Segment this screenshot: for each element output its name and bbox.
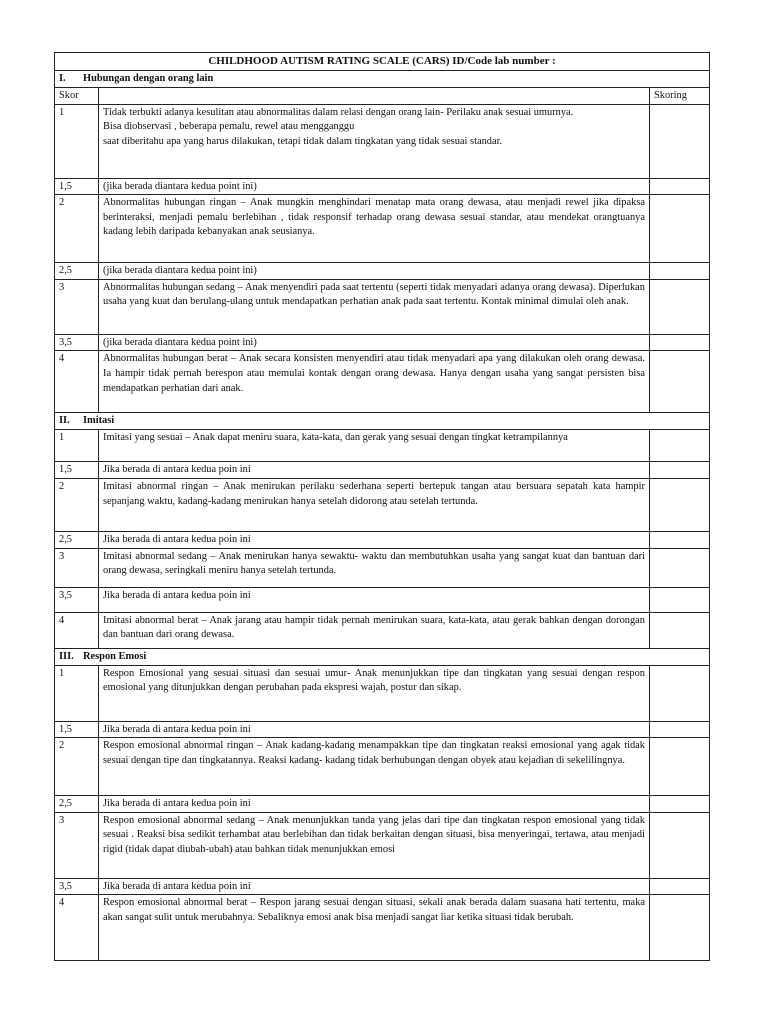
table-title: CHILDHOOD AUTISM RATING SCALE (CARS) ID/Code lab number :: [55, 53, 710, 71]
skor-value: 2: [55, 195, 99, 263]
skoring-input-cell[interactable]: [649, 279, 709, 334]
section-name: Imitasi: [83, 415, 115, 427]
description-text: Respon emosional abnormal ringan – Anak kadang-kadang menampakkan tipe dan tingkatan reaksi emosional yang agak tidak sesuai dengan tipe dan tingkatannya. Reaksi kadang- kadang tidak berhubungan dengan obyek atau kejadian di sekelilingnya.: [99, 738, 650, 796]
skor-value: 2,5: [55, 796, 99, 813]
description-cell: [99, 104, 650, 178]
skoring-header: Skoring: [649, 88, 709, 105]
skoring-input-cell[interactable]: [649, 195, 709, 263]
skoring-input-cell[interactable]: [649, 665, 709, 721]
skor-value: 4: [55, 895, 99, 961]
skor-value: 2,5: [55, 531, 99, 548]
skoring-input-cell[interactable]: [649, 263, 709, 280]
column-header-row: [55, 88, 710, 105]
skor-value: 1,5: [55, 721, 99, 738]
description-text: saat diberitahu apa yang harus dilakukan, tetapi tidak dalam tingkatan yang tidak sesuai standar.: [103, 135, 503, 147]
description-text: Tidak terbukti adanya kesulitan atau abnormalitas dalam relasi dengan orang lain- Perilaku anak sesuai umurnya.: [103, 106, 574, 118]
description-text: Jika berada di antara kedua poin ini: [99, 796, 650, 813]
description-text: Imitasi abnormal berat – Anak jarang atau hampir tidak pernah menirukan suara, kata-kata, atau gerak bahkan dengan dorongan dan bantuan dari orang dewasa.: [99, 612, 650, 648]
skor-value: 4: [55, 351, 99, 413]
table-row: [55, 665, 710, 721]
section-header: [55, 71, 710, 88]
section-header: [55, 648, 710, 665]
description-text: (jika berada diantara kedua point ini): [99, 263, 650, 280]
skoring-input-cell[interactable]: [649, 796, 709, 813]
skor-value: 3,5: [55, 334, 99, 351]
skor-value: 3: [55, 812, 99, 878]
skoring-input-cell[interactable]: [649, 895, 709, 961]
skor-value: 2,5: [55, 263, 99, 280]
table-row: [55, 104, 710, 178]
skor-header: Skor: [55, 88, 99, 105]
skoring-input-cell[interactable]: [649, 812, 709, 878]
cars-rating-table: [54, 52, 710, 961]
skoring-input-cell[interactable]: [649, 178, 709, 195]
skoring-input-cell[interactable]: [649, 612, 709, 648]
table-row: [55, 548, 710, 587]
description-text: Respon emosional abnormal berat – Respon jarang sesuai dengan situasi, sekali anak berada dalam suasana hati tertentu, maka akan sangat sulit untuk merubahnya. Sebaliknya emosi anak bisa menjadi sangat liar ketika situasi tidak berubah.: [99, 895, 650, 961]
skoring-input-cell[interactable]: [649, 462, 709, 479]
description-text: Respon emosional abnormal sedang – Anak menunjukkan tanda yang jelas dari tipe dan tingkatan respon emosional yang tidak sesuai . Reaksi bisa sedikit terhambat atau berlebihan dan tidak berkaitan dengan situasi, bisa menyeringai, tertawa, atau menjadi rigid (tidak dapat diubah-ubah) atau bahkan tidak menunjukkan emosi: [99, 812, 650, 878]
skor-value: 3,5: [55, 587, 99, 612]
skor-value: 4: [55, 612, 99, 648]
table-row: [55, 178, 710, 195]
title-row: [55, 53, 710, 71]
skor-value: 1: [55, 665, 99, 721]
description-text: Imitasi abnormal ringan – Anak menirukan perilaku sederhana seperti bertepuk tangan atau bersuara sepatah kata hampir sepanjang waktu, kadang-kadang menirukan hanya setelah didorong atau setelah tertunda.: [99, 478, 650, 531]
description-text: Respon Emosional yang sesuai situasi dan sesuai umur- Anak menunjukkan tipe dan tingkatan yang sesuai dengan respon emosional yang ditunjukkan dengan perubahan pada ekspresi wajah, postur dan sikap.: [99, 665, 650, 721]
section-number: III.: [59, 650, 74, 662]
description-text: Abnormalitas hubungan sedang – Anak menyendiri pada saat tertentu (seperti tidak menyadari adanya orang dewasa). Diperlukan usaha yang kuat dan berulang-ulang untuk mendapatkan perhatian anak pada saat tertentu. Kontak minimal dimulai oleh anak.: [99, 279, 650, 334]
skoring-input-cell[interactable]: [649, 548, 709, 587]
table-row: [55, 612, 710, 648]
table-row: [55, 738, 710, 796]
skor-value: 1,5: [55, 462, 99, 479]
table-row: [55, 895, 710, 961]
skor-value: 3,5: [55, 878, 99, 895]
table-row: [55, 430, 710, 462]
description-text: Abnormalitas hubungan ringan – Anak mungkin menghindari menatap mata orang dewasa, atau menjadi rewel jika dipaksa berinteraksi, menjadi pemalu berlebihan , tidak responsif terhadap orang dewasa sesuai standar, atau mendekat orangtuanya kadang lebih daripada kebanyakan anak seusianya.: [99, 195, 650, 263]
section-header: [55, 413, 710, 430]
table-row: [55, 462, 710, 479]
skoring-input-cell[interactable]: [649, 478, 709, 531]
section-title-hubungan: [55, 71, 710, 88]
description-text: Jika berada di antara kedua poin ini: [99, 462, 650, 479]
section-title-imitasi: [55, 413, 710, 430]
skoring-input-cell[interactable]: [649, 721, 709, 738]
skor-value: 1: [55, 104, 99, 178]
table-row: [55, 812, 710, 878]
description-text: Imitasi abnormal sedang – Anak menirukan hanya sewaktu- waktu dan membutuhkan usaha yang sangat kuat dan bantuan dari orang dewasa, seringkali meniru hanya setelah tertunda.: [99, 548, 650, 587]
description-text: Jika berada di antara kedua poin ini: [99, 587, 650, 612]
description-text: Jika berada di antara kedua poin ini: [99, 721, 650, 738]
skor-value: 1,5: [55, 178, 99, 195]
skoring-input-cell[interactable]: [649, 430, 709, 462]
section-number: I.: [59, 73, 66, 84]
section-title-respon-emosi: [55, 648, 710, 665]
table-row: [55, 878, 710, 895]
description-text: (jika berada diantara kedua point ini): [99, 178, 650, 195]
table-row: [55, 279, 710, 334]
skor-value: 3: [55, 548, 99, 587]
description-text: Jika berada di antara kedua poin ini: [99, 878, 650, 895]
skoring-input-cell[interactable]: [649, 531, 709, 548]
description-header: [99, 88, 650, 105]
table-row: [55, 334, 710, 351]
table-row: [55, 587, 710, 612]
table-row: [55, 796, 710, 813]
skoring-input-cell[interactable]: [649, 104, 709, 178]
skor-value: 1: [55, 430, 99, 462]
description-text: Abnormalitas hubungan berat – Anak secara konsisten menyendiri atau tidak menyadari apa yang dilakukan oleh orang dewasa. Ia hampir tidak pernah berespon atau memulai kontak dengan orang dewasa. Hanya dengan usaha yang sangat persisten bisa mendapatkan perhatian dari anak.: [99, 351, 650, 413]
table-row: [55, 721, 710, 738]
description-text: Imitasi yang sesuai – Anak dapat meniru suara, kata-kata, dan gerak yang sesuai dengan tingkat ketrampilannya: [99, 430, 650, 462]
skoring-input-cell[interactable]: [649, 878, 709, 895]
table-row: [55, 531, 710, 548]
skor-value: 2: [55, 738, 99, 796]
skoring-input-cell[interactable]: [649, 351, 709, 413]
skoring-input-cell[interactable]: [649, 334, 709, 351]
description-text: (jika berada diantara kedua point ini): [99, 334, 650, 351]
skoring-input-cell[interactable]: [649, 738, 709, 796]
skoring-input-cell[interactable]: [649, 587, 709, 612]
table-row: [55, 263, 710, 280]
table-row: [55, 478, 710, 531]
table-row: [55, 195, 710, 263]
section-name: Respon Emosi: [83, 650, 147, 662]
section-number: II.: [59, 415, 70, 427]
table-row: [55, 351, 710, 413]
skor-value: 3: [55, 279, 99, 334]
description-text: Jika berada di antara kedua poin ini: [99, 531, 650, 548]
skor-value: 2: [55, 478, 99, 531]
section-name: Hubungan dengan orang lain: [83, 73, 214, 84]
description-text: Bisa diobservasi , beberapa pemalu, rewel atau mengganggu: [103, 121, 355, 133]
